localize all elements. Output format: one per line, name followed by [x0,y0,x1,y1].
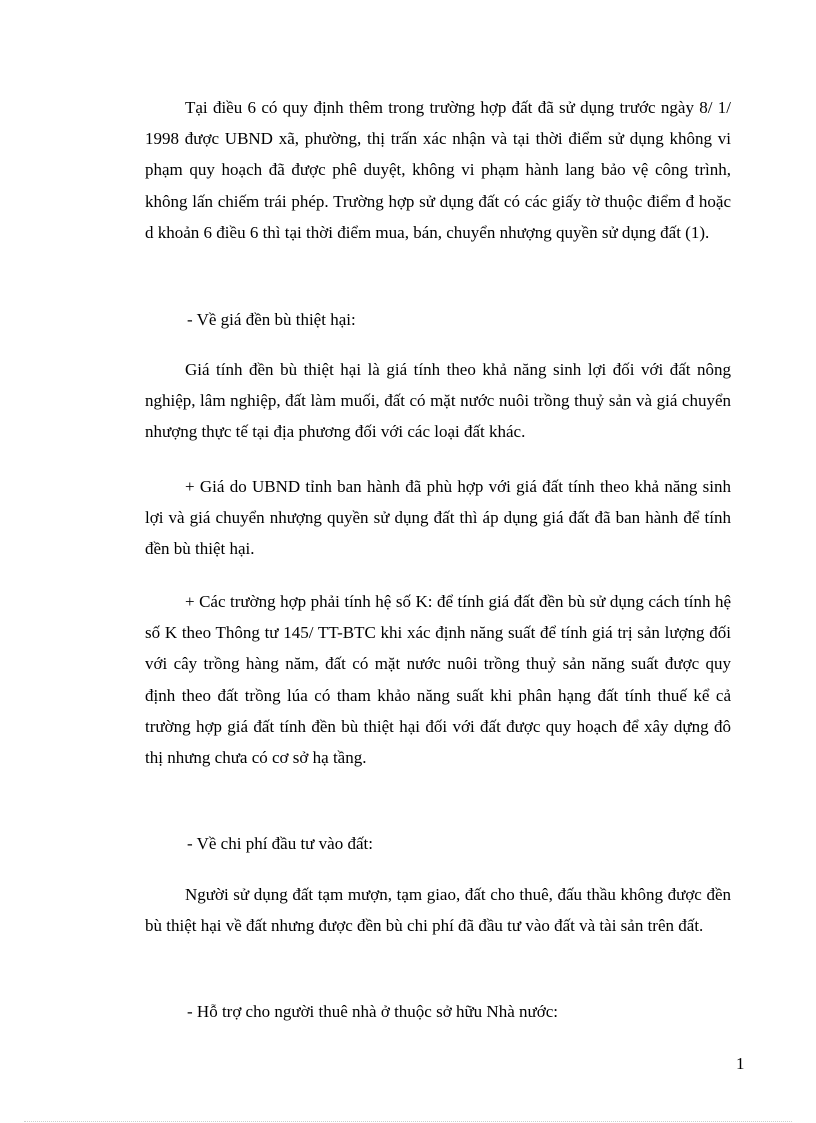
paragraph-investment-cost: Người sử dụng đất tạm mượn, tạm giao, đất cho thuê, đấu thầu không được đền bù thiệt hại về đất nhưng được đền bù chi phí đã đầu tư vào đất và tài sản trên đất. [145,885,731,936]
page-bottom-divider [24,1121,792,1122]
page-number: 1 [736,1054,745,1073]
section-heading-compensation-price: - Về giá đền bù thiệt hại: [187,310,356,329]
paragraph-land-use-before-1998: Tại điều 6 có quy định thêm trong trường hợp đất đã sử dụng trước ngày 8/ 1/ 1998 được UBND xã, phường, thị trấn xác nhận và tại thời điểm sử dụng không vi phạm quy hoạch đã được phê duyệt, không vi phạm hành lang bảo vệ công trình, không lấn chiếm trái phép. Trường hợp sử dụng đất có các giấy tờ thuộc điểm đ hoặc d khoản 6 điều 6 thì tại thời điểm mua, bán, chuyển nhượng quyền sử dụng đất (1). [145,98,731,242]
paragraph-compensation-price: Giá tính đền bù thiệt hại là giá tính theo khả năng sinh lợi đối với đất nông nghiệp, lâm nghiệp, đất làm muối, đất có mặt nước nuôi trồng thuỷ sản và giá chuyển nhượng thực tế tại địa phương đối với các loại đất khác. [145,360,731,442]
section-heading-rental-support: - Hỗ trợ cho người thuê nhà ở thuộc sở hữu Nhà nước: [187,1002,558,1021]
section-heading-investment-cost: - Về chi phí đầu tư vào đất: [187,834,373,853]
paragraph-provincial-price: + Giá do UBND tỉnh ban hành đã phù hợp với giá đất tính theo khả năng sinh lợi và giá chuyển nhượng quyền sử dụng đất thì áp dụng giá đất đã ban hành để tính đền bù thiệt hại. [145,477,731,559]
paragraph-k-coefficient: + Các trường hợp phải tính hệ số K: để tính giá đất đền bù sử dụng cách tính hệ số K theo Thông tư 145/ TT-BTC khi xác định năng suất để tính giá trị sản lượng đối với cây trồng hàng năm, đất có mặt nước nuôi trồng thuỷ sản năng suất được quy định theo đất trồng lúa có tham khảo năng suất khi phân hạng đất tính thuế kể cả trường hợp giá đất tính đền bù thiệt hại đối với đất được quy hoạch để xây dựng đô thị nhưng chưa có cơ sở hạ tầng. [145,592,731,768]
